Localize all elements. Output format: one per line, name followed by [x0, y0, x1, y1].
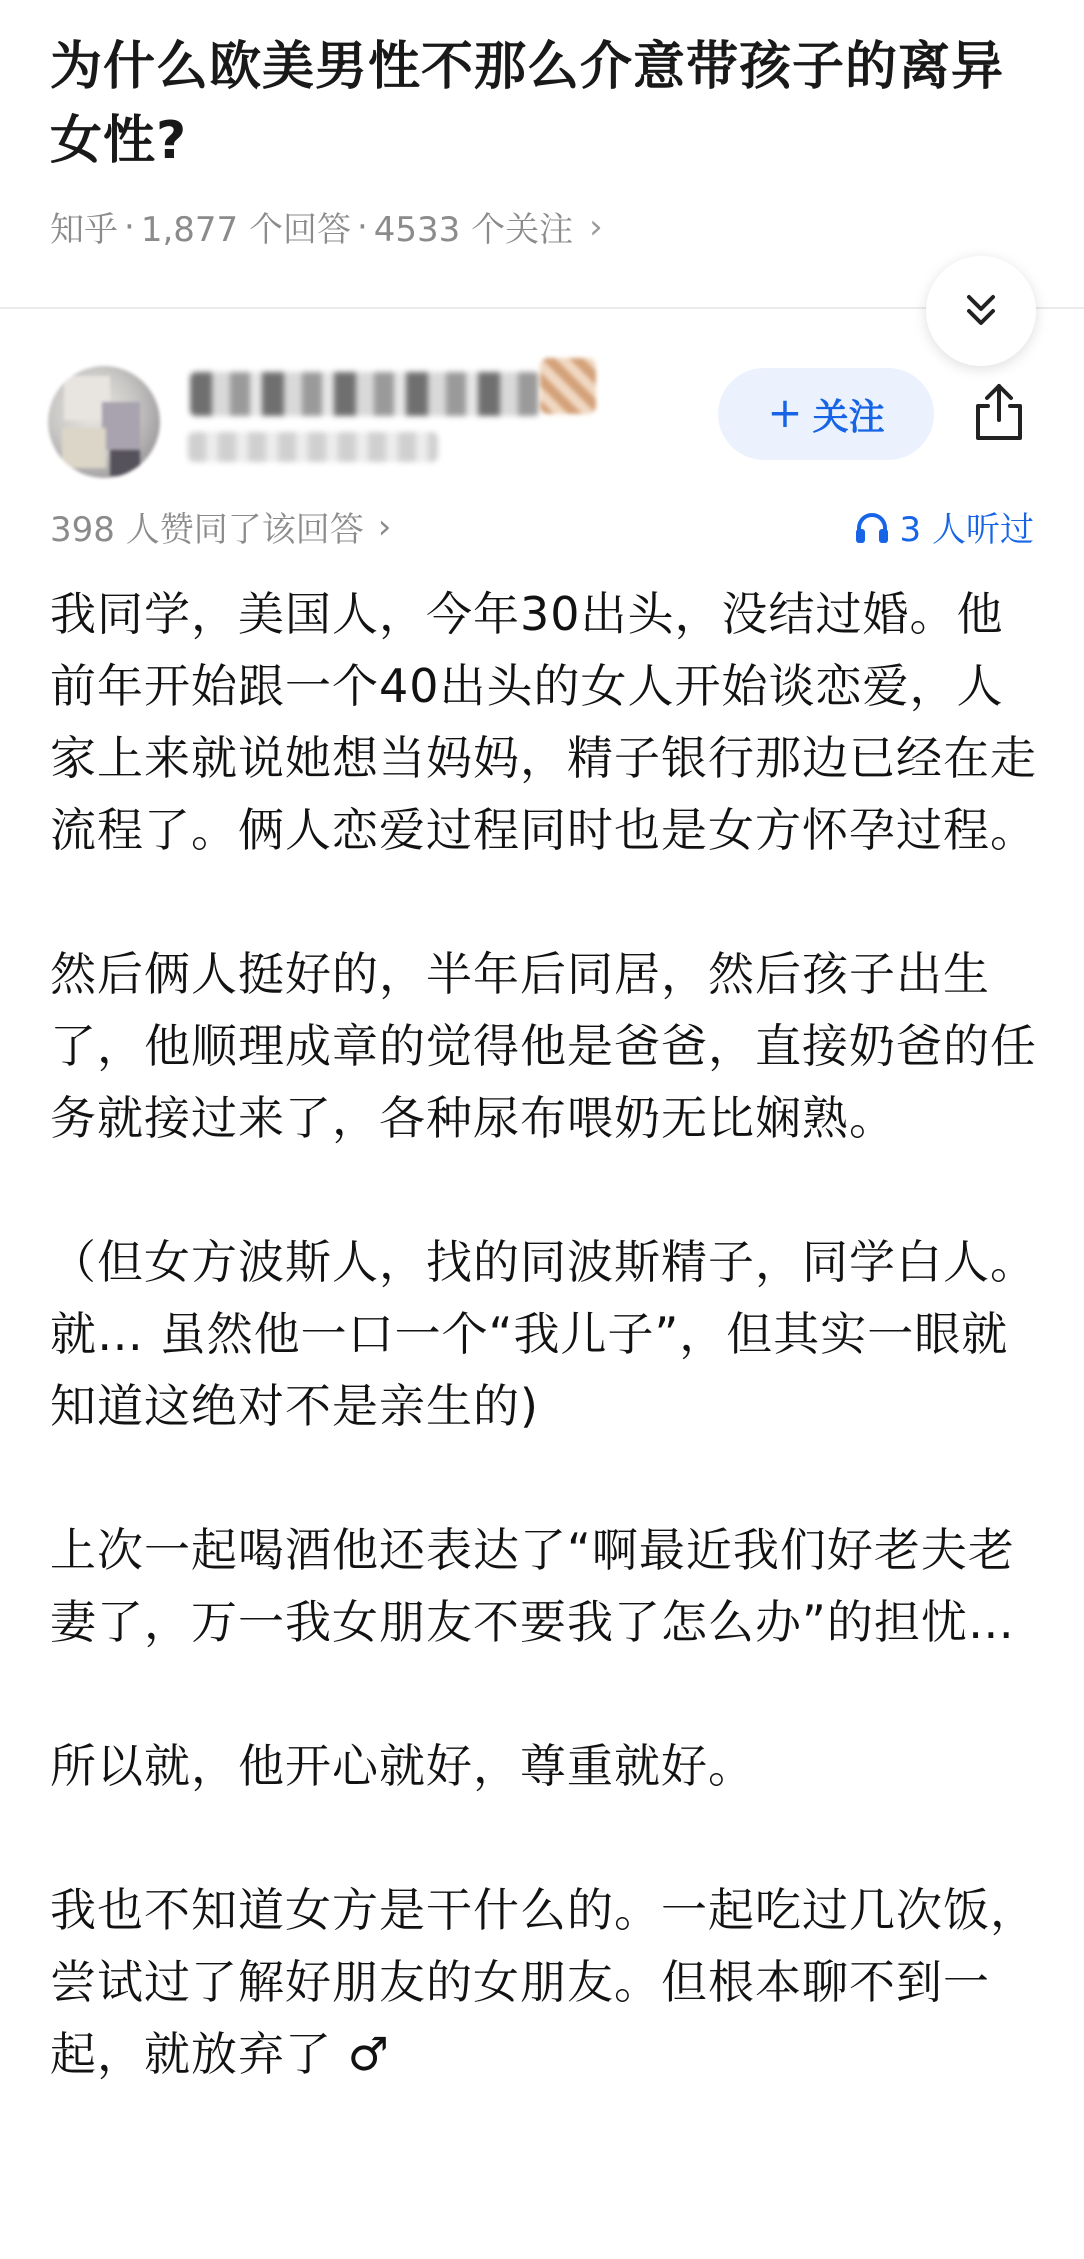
chevron-right-icon: › — [377, 506, 392, 547]
plus-icon: + — [767, 387, 803, 437]
author-name-redacted[interactable] — [190, 372, 540, 416]
collapse-button[interactable] — [926, 256, 1036, 366]
question-meta[interactable] — [50, 202, 603, 251]
answer-paragraph: 上次一起喝酒他还表达了“啊最近我们好老夫老妻了，万一我女朋友不要我了怎么办”的担忧… — [50, 1523, 1015, 1649]
headphones-icon — [854, 510, 890, 544]
answer-paragraph: 然后俩人挺好的，半年后同居，然后孩子出生了，他顺理成章的觉得他是爸爸，直接奶爸的任务就接过来了，各种尿布喂奶无比娴熟。 — [50, 947, 1037, 1145]
avatar[interactable] — [48, 366, 160, 478]
share-button[interactable] — [966, 376, 1032, 448]
follow-button[interactable] — [718, 368, 934, 460]
author-headline-redacted — [188, 432, 438, 462]
answer-paragraph: 我同学，美国人，今年30出头，没结过婚。他前年开始跟一个40出头的女人开始谈恋爱，人家上来就说她想当妈妈，精子银行那边已经在走流程了。俩人恋爱过程同时也是女方怀孕过程。 — [50, 587, 1037, 857]
source-label: 知乎 — [50, 210, 118, 250]
answer-paragraph: 所以就，他开心就好，尊重就好。 — [50, 1739, 755, 1793]
author-badge-redacted — [540, 358, 596, 414]
divider — [0, 307, 1084, 309]
meta-separator: · — [124, 206, 135, 247]
answer-paragraph: （但女方波斯人，找的同波斯精子，同学白人。就… 虽然他一口一个“我儿子”，但其实一眼就知道这绝对不是亲生的) — [50, 1235, 1037, 1433]
listeners-count: 3 人听过 — [899, 510, 1034, 550]
answer-paragraph: 我也不知道女方是干什么的。一起吃过几次饭，尝试过了解好朋友的女朋友。但根本聊不到一起，就放弃了 ♂ — [50, 1883, 1037, 2081]
answers-count: 1,877 个回答 — [140, 210, 351, 250]
follow-label: 关注 — [812, 396, 885, 438]
share-icon — [970, 380, 1028, 444]
chevron-right-icon: › — [589, 206, 603, 247]
question-title[interactable]: 为什么欧美男性不那么介意带孩子的离异女性? — [50, 37, 1005, 171]
listeners-link[interactable] — [854, 502, 1034, 551]
followers-count: 4533 个关注 — [373, 210, 574, 250]
approvals-link[interactable] — [50, 502, 391, 551]
answer-body — [50, 578, 1040, 2162]
meta-separator: · — [356, 206, 368, 247]
double-chevron-down-icon — [961, 291, 1001, 331]
approvals-count: 398 人赞同了该回答 — [50, 510, 364, 550]
